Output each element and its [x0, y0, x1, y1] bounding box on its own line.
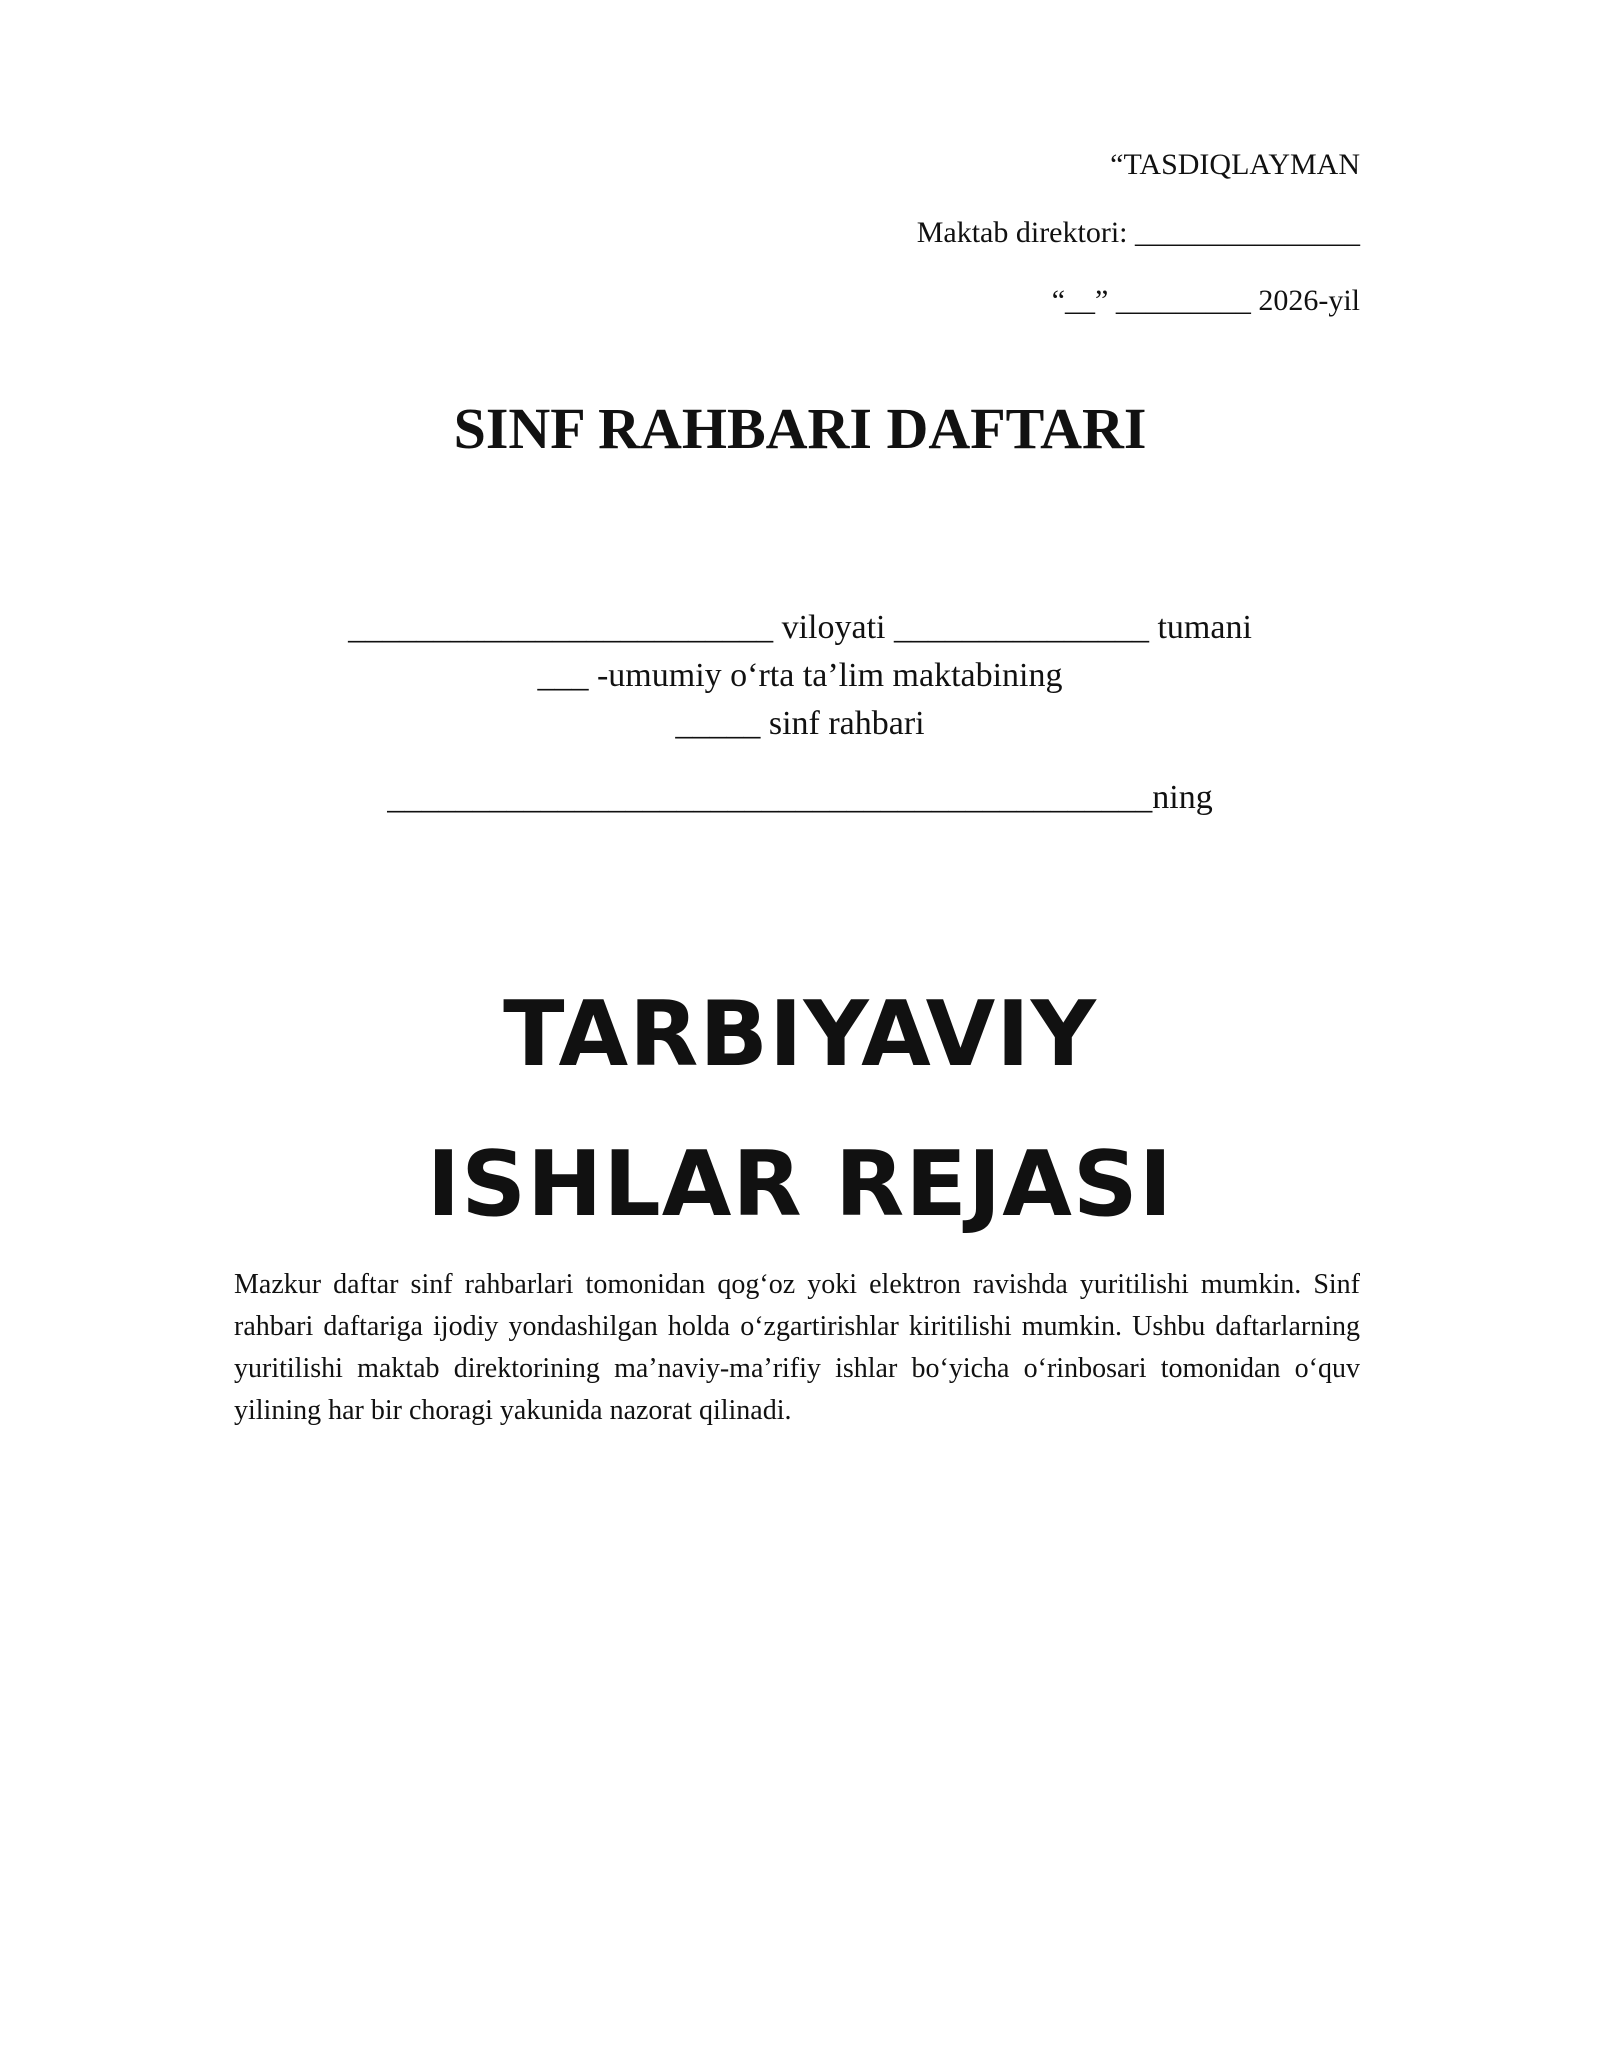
- director-signature-line: Maktab direktori: _______________: [916, 216, 1360, 249]
- plan-title: [0, 960, 1600, 1260]
- approval-date-line: “__” _________ 2026-yil: [1051, 284, 1360, 317]
- owner-name-line: _____________________________________________ning: [387, 779, 1213, 816]
- address-block: [0, 604, 1600, 822]
- plan-title-line-2: ISHLAR REJASI: [426, 1132, 1174, 1237]
- note-paragraph: Mazkur daftar sinf rahbarlari tomonidan qog‘oz yoki elektron ravishda yuritilishi mumkin. Sinf rahbari daftariga ijodiy yondashilgan holda o‘zgartirishlar kiritilishi mumkin. Ushbu daftarlarning yuritilishi maktab direktorining ma’naviy-ma’rifiy ishlar bo‘yicha o‘rinbosari tomonidan o‘quv yilining har bir choragi yakunida nazorat qilinadi.: [234, 1269, 1360, 1426]
- notebook-title: SINF RAHBARI DAFTARI: [453, 396, 1147, 461]
- region-district-line: _________________________ viloyati _______________ tumani: [348, 609, 1252, 646]
- approval-block: [660, 148, 1360, 352]
- approval-heading: “TASDIQLAYMAN: [1110, 148, 1360, 181]
- school-line: ___ -umumiy o‘rta ta’lim maktabining: [537, 657, 1063, 694]
- plan-title-line-1: TARBIYAVIY: [503, 982, 1097, 1087]
- class-teacher-line: _____ sinf rahbari: [675, 705, 925, 742]
